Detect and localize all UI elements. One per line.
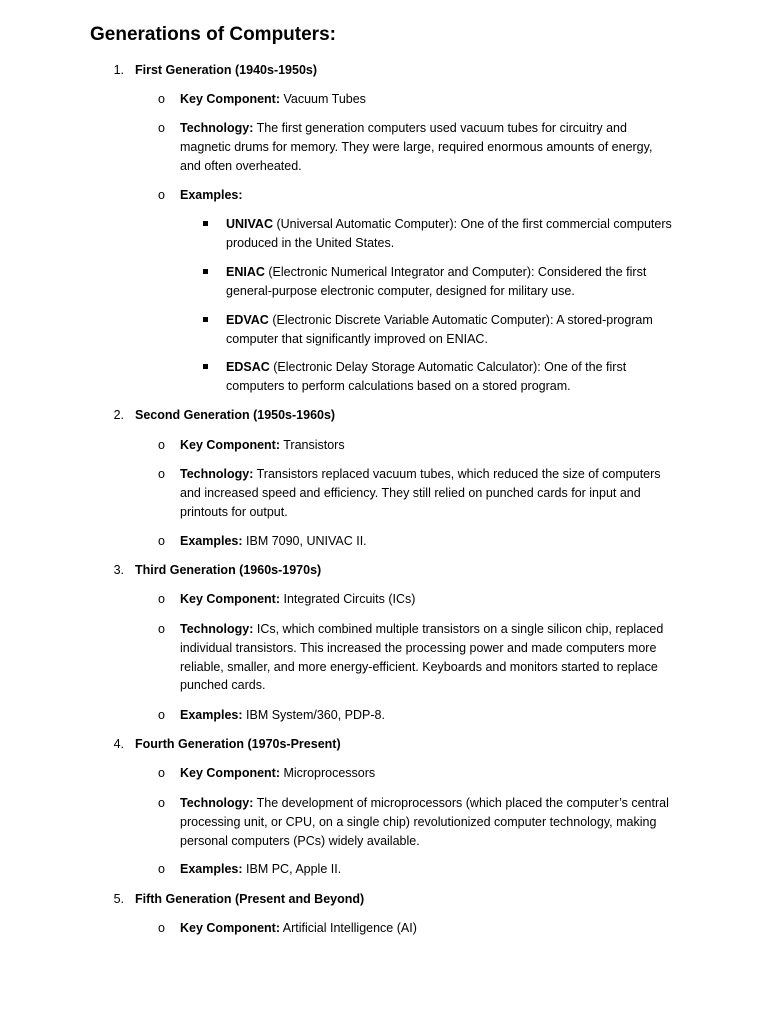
circle-bullet-icon: o bbox=[158, 592, 165, 606]
item-label: Technology: bbox=[180, 622, 254, 636]
circle-bullet-icon: o bbox=[158, 467, 165, 481]
item-label: Technology: bbox=[180, 796, 254, 810]
circle-bullet-icon: o bbox=[158, 796, 165, 810]
item-value: Integrated Circuits (ICs) bbox=[280, 592, 416, 606]
item-label: Key Component: bbox=[180, 592, 280, 606]
circle-bullet-icon: o bbox=[158, 921, 165, 935]
item-text bbox=[180, 764, 675, 783]
item-text bbox=[180, 436, 675, 455]
example-name: ENIAC bbox=[226, 265, 265, 279]
example-name: EDSAC bbox=[226, 360, 270, 374]
item-text bbox=[180, 590, 675, 609]
example-desc: (Universal Automatic Computer): One of the first commercial computers produced in the United States. bbox=[226, 217, 672, 250]
item-label: Key Component: bbox=[180, 92, 280, 106]
item-text bbox=[180, 465, 675, 521]
item-label: Technology: bbox=[180, 121, 254, 135]
example-name: UNIVAC bbox=[226, 217, 273, 231]
example-desc: (Electronic Delay Storage Automatic Calculator): One of the first computers to perform calculations based on a stored program. bbox=[226, 360, 627, 393]
item-label: Examples: bbox=[180, 534, 243, 548]
generation-title: Fourth Generation (1970s-Present) bbox=[135, 737, 341, 751]
page-title: Generations of Computers: bbox=[90, 24, 336, 45]
item-text bbox=[180, 860, 675, 879]
item-text bbox=[180, 706, 675, 725]
circle-bullet-icon: o bbox=[158, 862, 165, 876]
square-bullet-icon bbox=[203, 317, 208, 322]
item-text bbox=[180, 532, 675, 551]
item-value: Transistors bbox=[280, 438, 345, 452]
item-label: Examples: bbox=[180, 862, 243, 876]
list-number: 4. bbox=[113, 737, 124, 751]
circle-bullet-icon: o bbox=[158, 708, 165, 722]
item-label: Examples: bbox=[180, 188, 243, 202]
example-name: EDVAC bbox=[226, 313, 269, 327]
square-bullet-icon bbox=[203, 269, 208, 274]
item-label: Key Component: bbox=[180, 921, 280, 935]
item-value: ICs, which combined multiple transistors on a single silicon chip, replaced individual transistors. This increased the processing power and made computers more reliable, smaller, and more energy-efficient. Keyboards and monitors started to replace punched cards. bbox=[180, 622, 664, 693]
sub-item-text bbox=[226, 263, 681, 301]
item-value: Artificial Intelligence (AI) bbox=[280, 921, 417, 935]
item-text bbox=[180, 620, 675, 695]
sub-item-text bbox=[226, 311, 681, 349]
list-number: 5. bbox=[113, 892, 124, 906]
item-value: Transistors replaced vacuum tubes, which reduced the size of computers and increased speed and efficiency. They still relied on punched cards for input and printouts for output. bbox=[180, 467, 661, 519]
item-value: Microprocessors bbox=[280, 766, 376, 780]
square-bullet-icon bbox=[203, 221, 208, 226]
list-number: 2. bbox=[113, 408, 124, 422]
item-text bbox=[180, 919, 675, 938]
circle-bullet-icon: o bbox=[158, 92, 165, 106]
item-label: Key Component: bbox=[180, 766, 280, 780]
generation-title: Third Generation (1960s-1970s) bbox=[135, 563, 322, 577]
list-number: 1. bbox=[113, 63, 124, 77]
item-text bbox=[180, 794, 675, 850]
circle-bullet-icon: o bbox=[158, 438, 165, 452]
item-label: Examples: bbox=[180, 708, 243, 722]
sub-item-text bbox=[226, 358, 681, 396]
generation-title: First Generation (1940s-1950s) bbox=[135, 63, 318, 77]
sub-item-text bbox=[226, 215, 681, 253]
item-label: Technology: bbox=[180, 467, 254, 481]
circle-bullet-icon: o bbox=[158, 534, 165, 548]
generation-title: Fifth Generation (Present and Beyond) bbox=[135, 892, 365, 906]
item-value: Vacuum Tubes bbox=[280, 92, 366, 106]
item-text bbox=[180, 119, 675, 175]
item-value: IBM 7090, UNIVAC II. bbox=[242, 534, 367, 548]
item-value: IBM System/360, PDP-8. bbox=[242, 708, 385, 722]
item-value: The first generation computers used vacuum tubes for circuitry and magnetic drums for memory. They were large, required enormous amounts of energy, and often overheated. bbox=[180, 121, 653, 173]
item-label: Key Component: bbox=[180, 438, 280, 452]
circle-bullet-icon: o bbox=[158, 121, 165, 135]
square-bullet-icon bbox=[203, 364, 208, 369]
circle-bullet-icon: o bbox=[158, 766, 165, 780]
circle-bullet-icon: o bbox=[158, 622, 165, 636]
circle-bullet-icon: o bbox=[158, 188, 165, 202]
item-value: IBM PC, Apple II. bbox=[242, 862, 342, 876]
item-text bbox=[180, 90, 675, 109]
list-number: 3. bbox=[113, 563, 124, 577]
example-desc: (Electronic Discrete Variable Automatic Computer): A stored-program computer that significantly improved on ENIAC. bbox=[226, 313, 653, 346]
item-text bbox=[180, 186, 675, 205]
example-desc: (Electronic Numerical Integrator and Computer): Considered the first general-purpose electronic computer, designed for military use. bbox=[226, 265, 647, 298]
generation-title: Second Generation (1950s-1960s) bbox=[135, 408, 336, 422]
item-value: The development of microprocessors (which placed the computer’s central processing unit, or CPU, on a single chip) revolutionized computer technology, making personal computers (PCs) widely available. bbox=[180, 796, 669, 848]
